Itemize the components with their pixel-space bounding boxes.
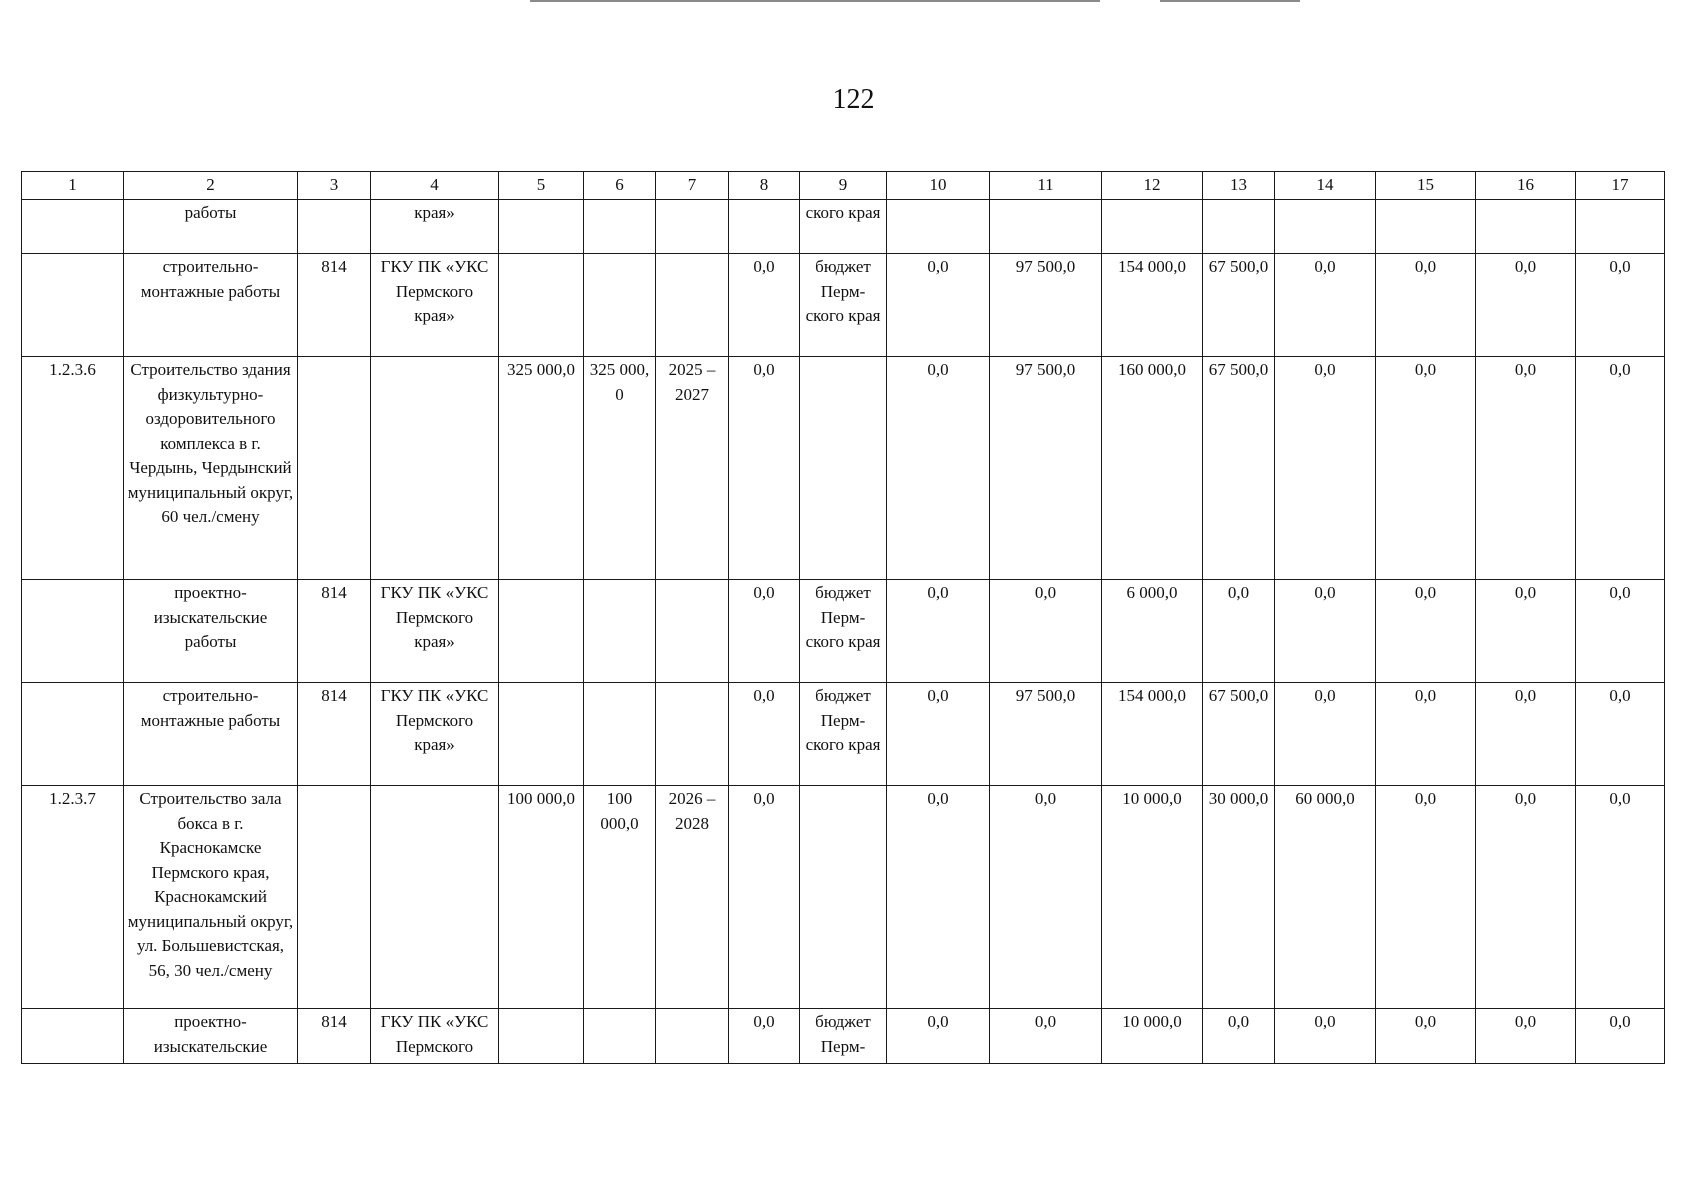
table-cell: 0,0 [1476,580,1576,683]
table-cell: 100 000,0 [499,786,584,1009]
table-cell: 2026 – 2028 [656,786,729,1009]
table-cell: 30 000,0 [1203,786,1275,1009]
table-cell: 97 500,0 [990,254,1102,357]
table-cell: 0,0 [729,1009,800,1064]
table-cell: 154 000,0 [1102,254,1203,357]
table-cell [656,683,729,786]
table-cell: 100 000,0 [584,786,656,1009]
table-cell: 0,0 [887,254,990,357]
table-cell: 0,0 [1376,786,1476,1009]
table-cell [656,1009,729,1064]
table-cell: бюджет Перм-ского края [800,683,887,786]
scan-edge-rule [530,0,1100,2]
table-cell [298,200,371,254]
table-row [22,200,1665,254]
table-cell [800,786,887,1009]
table-cell: 67 500,0 [1203,254,1275,357]
table-cell [584,580,656,683]
table-cell [656,200,729,254]
table-cell: 0,0 [1476,786,1576,1009]
table-cell: ского края [800,200,887,254]
table-cell: 0,0 [990,786,1102,1009]
column-header: 16 [1476,172,1576,200]
table-cell [1275,200,1376,254]
table-cell: 814 [298,1009,371,1064]
table-cell: 0,0 [1275,580,1376,683]
table-cell: 0,0 [729,254,800,357]
table-cell [1476,200,1576,254]
table-row [22,580,1665,683]
table-cell [729,200,800,254]
table-cell: 0,0 [1275,683,1376,786]
table-cell: 0,0 [1203,580,1275,683]
table-row [22,1009,1665,1064]
table-cell: 60 000,0 [1275,786,1376,1009]
table-cell: 67 500,0 [1203,357,1275,580]
table-cell: 0,0 [1576,683,1665,786]
table-cell: бюджет Перм- [800,1009,887,1064]
table-cell [371,786,499,1009]
table-cell: 0,0 [1275,1009,1376,1064]
table-cell [656,254,729,357]
table-cell: 0,0 [887,357,990,580]
table-cell: 0,0 [1275,357,1376,580]
table-cell [1376,200,1476,254]
table-cell [1576,200,1665,254]
table-cell: 67 500,0 [1203,683,1275,786]
table-cell: 97 500,0 [990,357,1102,580]
table-cell: 0,0 [990,1009,1102,1064]
table-cell [22,580,124,683]
column-header: 8 [729,172,800,200]
column-header: 4 [371,172,499,200]
table-cell [887,200,990,254]
table-cell [990,200,1102,254]
table-cell: 1.2.3.7 [22,786,124,1009]
table-cell: 1.2.3.6 [22,357,124,580]
table-cell [298,357,371,580]
scan-edge-rule [1160,0,1300,2]
table-cell: 0,0 [1576,580,1665,683]
table-cell [499,580,584,683]
table-cell: Строительство зала бокса в г. Краснокамске Пермского края, Краснокамский муниципальный округ, ул. Большевистская, 56, 30 чел./смену [124,786,298,1009]
table-cell [22,200,124,254]
table-cell: 0,0 [887,683,990,786]
table-cell: 0,0 [1576,357,1665,580]
table-header-row [22,172,1665,200]
table-cell: 160 000,0 [1102,357,1203,580]
column-header: 5 [499,172,584,200]
table-cell: края» [371,200,499,254]
table-cell: 814 [298,580,371,683]
table-cell [499,1009,584,1064]
table-cell: бюджет Перм-ского края [800,580,887,683]
table-cell: Строительство здания физкультурно-оздоровительного комплекса в г. Чердынь, Чердынский муниципальный округ, 60 чел./смену [124,357,298,580]
table-cell: работы [124,200,298,254]
table-cell [1203,200,1275,254]
table-cell: 0,0 [1576,1009,1665,1064]
table-cell [584,254,656,357]
column-header: 17 [1576,172,1665,200]
table-cell: 0,0 [729,580,800,683]
table-cell: 325 000, 0 [584,357,656,580]
table-cell [22,683,124,786]
table-cell: ГКУ ПК «УКС Пермского края» [371,683,499,786]
column-header: 13 [1203,172,1275,200]
table-cell: 154 000,0 [1102,683,1203,786]
table-cell: 0,0 [1576,786,1665,1009]
table-cell: 0,0 [1476,683,1576,786]
table-cell: 10 000,0 [1102,786,1203,1009]
table-cell: 2025 – 2027 [656,357,729,580]
column-header: 14 [1275,172,1376,200]
table-cell: 97 500,0 [990,683,1102,786]
page-number: 122 [832,84,875,115]
table-cell: 0,0 [887,786,990,1009]
table-cell [22,254,124,357]
column-header: 10 [887,172,990,200]
table-cell: 0,0 [1203,1009,1275,1064]
table-cell: 0,0 [1476,1009,1576,1064]
table-row [22,786,1665,1009]
table-row [22,683,1665,786]
table-cell: 0,0 [729,357,800,580]
column-header: 11 [990,172,1102,200]
table-cell [499,683,584,786]
table-cell: 0,0 [1275,254,1376,357]
table-cell: 0,0 [1476,254,1576,357]
table-cell [584,1009,656,1064]
table-cell [499,254,584,357]
table-cell [584,200,656,254]
column-header: 6 [584,172,656,200]
column-header: 12 [1102,172,1203,200]
table-cell: ГКУ ПК «УКС Пермского [371,1009,499,1064]
table-cell [800,357,887,580]
table-cell [656,580,729,683]
table-cell: 0,0 [1376,580,1476,683]
table-cell [1102,200,1203,254]
table-cell [499,200,584,254]
table-cell: ГКУ ПК «УКС Пермского края» [371,580,499,683]
table-cell: 0,0 [887,1009,990,1064]
table-cell: 0,0 [1476,357,1576,580]
table-cell: 0,0 [1376,254,1476,357]
table-cell: 0,0 [990,580,1102,683]
table-cell: 0,0 [1576,254,1665,357]
table-cell: строительно-монтажные работы [124,254,298,357]
table-cell: 0,0 [729,683,800,786]
column-header: 3 [298,172,371,200]
table-cell: ГКУ ПК «УКС Пермского края» [371,254,499,357]
table-cell: 814 [298,683,371,786]
table-cell: 0,0 [1376,683,1476,786]
table-cell [584,683,656,786]
table-cell: строительно-монтажные работы [124,683,298,786]
table-cell: проектно-изыскательские [124,1009,298,1064]
table-cell: 0,0 [1376,1009,1476,1064]
budget-table [21,171,1665,1064]
table-cell [298,786,371,1009]
table-cell: бюджет Перм-ского края [800,254,887,357]
column-header: 1 [22,172,124,200]
table-cell: 0,0 [1376,357,1476,580]
column-header: 15 [1376,172,1476,200]
table-cell [371,357,499,580]
table-row [22,357,1665,580]
table-cell: 814 [298,254,371,357]
table-cell: проектно-изыскательские работы [124,580,298,683]
column-header: 7 [656,172,729,200]
column-header: 2 [124,172,298,200]
table-cell [22,1009,124,1064]
table-row [22,254,1665,357]
table-cell: 6 000,0 [1102,580,1203,683]
column-header: 9 [800,172,887,200]
table-cell: 0,0 [729,786,800,1009]
table-cell: 0,0 [887,580,990,683]
table-cell: 325 000,0 [499,357,584,580]
table-cell: 10 000,0 [1102,1009,1203,1064]
